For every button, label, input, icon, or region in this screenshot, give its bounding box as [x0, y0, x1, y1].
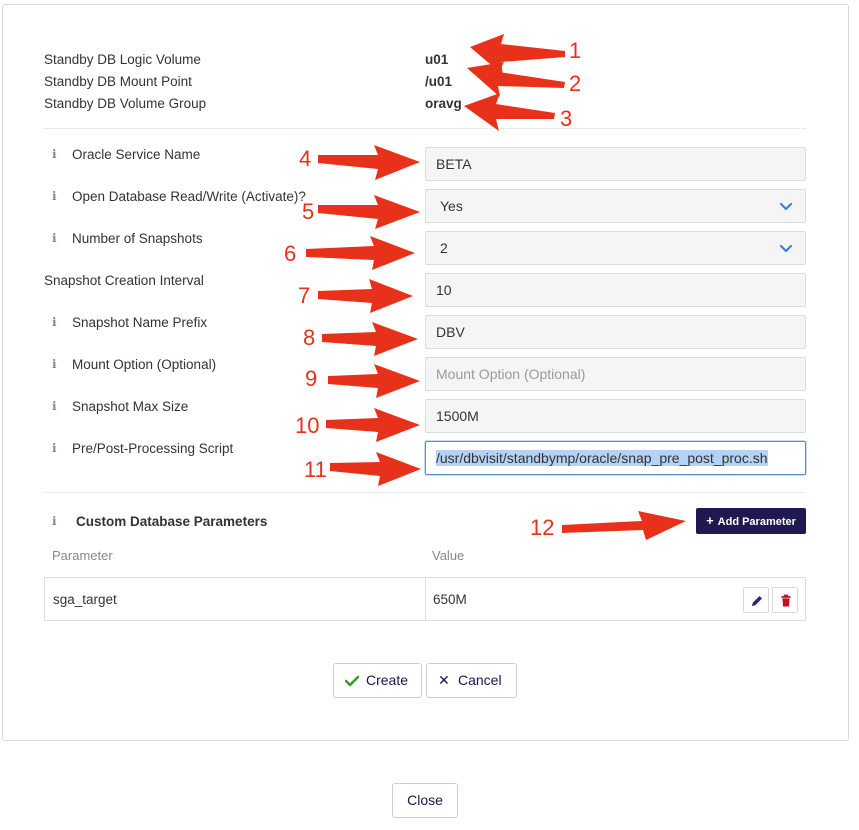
annotation-number: 12 — [530, 515, 555, 540]
num-snapshots-value: 2 — [440, 240, 448, 256]
trash-icon — [773, 588, 799, 614]
cancel-button[interactable] — [426, 663, 517, 698]
info-icon[interactable]: ℹ — [52, 147, 57, 161]
open-read-write-label: Open Database Read/Write (Activate)? — [72, 189, 306, 204]
add-parameter-button[interactable] — [696, 508, 806, 534]
custom-params-title: Custom Database Parameters — [76, 514, 268, 529]
max-size-value: 1500M — [436, 408, 479, 424]
create-button[interactable] — [333, 663, 422, 698]
logic-volume-label: Standby DB Logic Volume — [44, 52, 201, 67]
annotation-number: 3 — [560, 106, 573, 131]
open-read-write-value: Yes — [440, 198, 463, 214]
creation-interval-value: 10 — [436, 282, 452, 298]
annotation-number: 5 — [302, 199, 315, 224]
annotation-number: 6 — [284, 241, 297, 266]
info-icon[interactable]: ℹ — [52, 357, 57, 371]
oracle-service-name-input[interactable] — [425, 147, 806, 181]
table-row — [44, 577, 806, 621]
cancel-label: Cancel — [458, 672, 502, 688]
max-size-label: Snapshot Max Size — [72, 399, 189, 414]
info-icon[interactable]: ℹ — [52, 399, 57, 413]
logic-volume-value: u01 — [425, 52, 449, 67]
open-read-write-select[interactable] — [425, 189, 806, 223]
mount-option-input[interactable] — [425, 357, 806, 391]
info-icon[interactable]: ℹ — [52, 189, 57, 203]
annotation-number: 8 — [303, 325, 316, 350]
column-header-value: Value — [432, 548, 465, 563]
mount-point-value: /u01 — [425, 74, 453, 89]
chevron-down-icon — [779, 199, 793, 213]
divider — [44, 492, 806, 493]
info-icon[interactable]: ℹ — [52, 231, 57, 245]
create-label: Create — [366, 672, 409, 688]
num-snapshots-select[interactable] — [425, 231, 806, 265]
column-header-parameter: Parameter — [52, 548, 113, 563]
name-prefix-value: DBV — [436, 324, 465, 340]
column-divider — [425, 578, 426, 620]
creation-interval-label: Snapshot Creation Interval — [44, 273, 204, 288]
script-label: Pre/Post-Processing Script — [72, 441, 234, 456]
divider — [44, 128, 806, 129]
close-button[interactable] — [392, 783, 458, 818]
param-value-cell: 650M — [433, 592, 467, 607]
info-icon[interactable]: ℹ — [52, 514, 57, 528]
name-prefix-input[interactable] — [425, 315, 806, 349]
param-name-cell: sga_target — [53, 592, 117, 607]
chevron-down-icon — [779, 241, 793, 255]
name-prefix-label: Snapshot Name Prefix — [72, 315, 208, 330]
annotation-number: 11 — [304, 457, 327, 482]
num-snapshots-label: Number of Snapshots — [72, 231, 203, 246]
mount-option-label: Mount Option (Optional) — [72, 357, 217, 372]
annotation-number: 1 — [569, 38, 582, 63]
pencil-icon — [744, 588, 770, 614]
check-icon — [345, 675, 359, 687]
annotation-number: 4 — [299, 146, 312, 171]
annotation-number: 2 — [569, 71, 582, 96]
close-label: Close — [407, 792, 443, 808]
plus-icon: + — [706, 513, 714, 528]
volume-group-label: Standby DB Volume Group — [44, 96, 207, 111]
oracle-service-name-label: Oracle Service Name — [72, 147, 201, 162]
volume-group-value: oravg — [425, 96, 462, 111]
close-icon: ✕ — [438, 672, 450, 688]
annotation-number: 9 — [305, 366, 318, 391]
script-input[interactable] — [425, 441, 806, 475]
mount-point-label: Standby DB Mount Point — [44, 74, 192, 89]
creation-interval-input[interactable] — [425, 273, 806, 307]
edit-button[interactable] — [743, 587, 769, 613]
info-icon[interactable]: ℹ — [52, 441, 57, 455]
max-size-input[interactable] — [425, 399, 806, 433]
info-icon[interactable]: ℹ — [52, 315, 57, 329]
delete-button[interactable] — [772, 587, 798, 613]
add-parameter-label: Add Parameter — [717, 516, 796, 528]
mount-option-placeholder: Mount Option (Optional) — [436, 366, 586, 382]
annotation-number: 7 — [298, 283, 311, 308]
annotation-number: 10 — [295, 413, 320, 438]
oracle-service-name-value: BETA — [436, 156, 472, 172]
script-value: /usr/dbvisit/standbymp/oracle/snap_pre_post_proc.sh — [436, 450, 768, 466]
